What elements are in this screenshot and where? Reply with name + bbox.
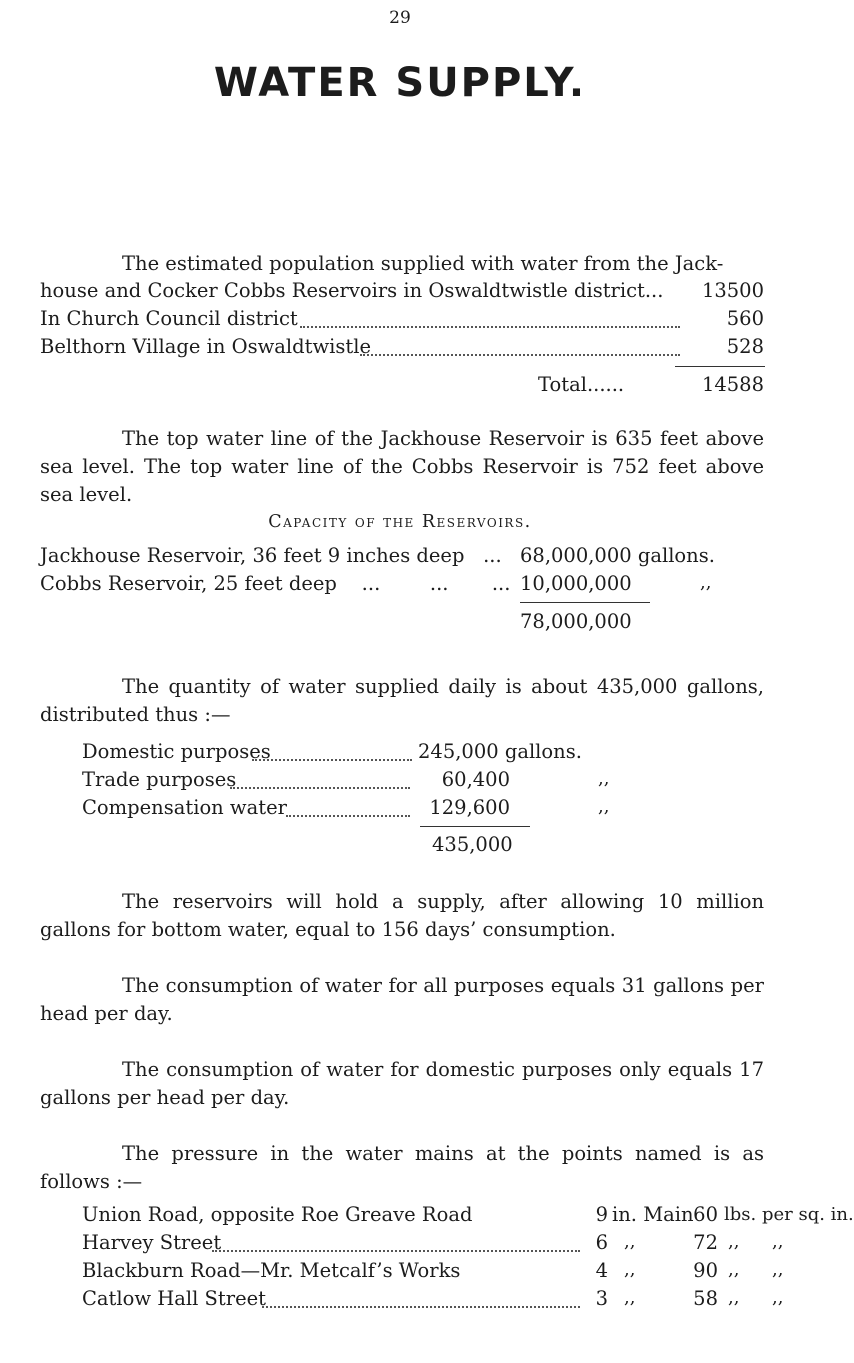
- population-row: [40, 333, 371, 361]
- capacity-heading: Capacity of the Reservoirs.: [268, 512, 532, 532]
- population-value: 560: [726, 307, 764, 330]
- consumption-all-paragraph: The consumption of water for all purposes equals 31 gallons per head per day.: [40, 974, 764, 1025]
- daily-label: Trade purposes: [82, 768, 237, 791]
- capacity-label: Jackhouse Reservoir, 36 feet 9 inches deep: [40, 544, 465, 567]
- daily-row: [82, 794, 287, 822]
- main-size: 6: [595, 1231, 608, 1254]
- main-size: 3: [595, 1287, 608, 1310]
- population-total-label: Total......: [538, 373, 625, 396]
- pressure-row: [82, 1285, 266, 1313]
- ditto-mark: ,,: [624, 1287, 636, 1308]
- ditto-mark: ,,: [598, 768, 610, 789]
- main-size: 4: [595, 1259, 608, 1282]
- page-title: WATER SUPPLY.: [213, 60, 587, 106]
- leader-dots: [252, 759, 412, 761]
- sum-rule: [520, 602, 650, 603]
- ditto-mark: ,,: [728, 1259, 740, 1280]
- pressure-value: 90: [693, 1259, 718, 1282]
- pressure-location: Union Road, opposite Roe Greave Road: [82, 1203, 473, 1226]
- ditto-mark: ,,: [700, 572, 712, 593]
- population-intro: The estimated population supplied with water from the Jack-: [122, 252, 724, 275]
- population-value: 528: [726, 335, 764, 358]
- pressure-intro: The pressure in the water mains at the points named is as follows :—: [40, 1142, 764, 1193]
- leader-dots: [360, 354, 680, 356]
- consumption-domestic-paragraph: The consumption of water for domestic purposes only equals 17 gallons per head per day.: [40, 1058, 764, 1109]
- daily-value: 129,600: [429, 796, 510, 819]
- pressure-location: Catlow Hall Street: [82, 1287, 266, 1310]
- population-label: In Church Council district: [40, 307, 298, 330]
- pressure-row: [82, 1229, 221, 1257]
- main-size: 9: [595, 1203, 608, 1226]
- page-number: 29: [389, 8, 411, 28]
- pressure-value: 60: [693, 1203, 718, 1226]
- daily-label: Compensation water: [82, 796, 287, 819]
- main-unit: in. Main: [612, 1203, 694, 1226]
- sum-rule: [675, 366, 765, 367]
- ditto-mark: ,,: [772, 1231, 784, 1252]
- leader-dots: [262, 1306, 580, 1308]
- capacity-value: 68,000,000 gallons.: [520, 544, 715, 567]
- reservoir-paragraph: The reservoirs will hold a supply, after allowing 10 million gallons for bottom water, equal to 156 days’ consumption.: [40, 890, 764, 941]
- capacity-total: 78,000,000: [520, 610, 632, 633]
- daily-value: 60,400: [441, 768, 510, 791]
- capacity-row: Cobbs Reservoir, 25 feet deep ... ... ...: [40, 572, 511, 595]
- ditto-mark: ,,: [772, 1287, 784, 1308]
- pressure-location: Blackburn Road—Mr. Metcalf’s Works: [82, 1259, 461, 1282]
- leader-dots: [212, 1250, 580, 1252]
- daily-supply-paragraph: The quantity of water supplied daily is about 435,000 gallons, distributed thus :—: [40, 675, 764, 726]
- daily-value: 245,000 gallons.: [418, 740, 582, 763]
- pressure-row: [82, 1201, 472, 1229]
- daily-label: Domestic purposes: [82, 740, 271, 763]
- pressure-value: 72: [693, 1231, 718, 1254]
- pressure-location: Harvey Street: [82, 1231, 222, 1254]
- water-line-paragraph: The top water line of the Jackhouse Reservoir is 635 feet above sea level. The top water line of the Cobbs Reservoir is 752 feet above sea level.: [40, 427, 764, 506]
- ditto-mark: ,,: [728, 1231, 740, 1252]
- population-label: Belthorn Village in Oswaldtwistle: [40, 335, 372, 358]
- ditto-mark: ,,: [624, 1259, 636, 1280]
- population-value: 13500: [701, 279, 764, 302]
- capacity-label: Cobbs Reservoir, 25 feet deep: [40, 572, 337, 595]
- leader-dots: [300, 326, 680, 328]
- pressure-row: [82, 1257, 460, 1285]
- ditto-mark: ,,: [624, 1231, 636, 1252]
- pressure-value: 58: [693, 1287, 718, 1310]
- population-label: house and Cocker Cobbs Reservoirs in Oswaldtwistle district: [40, 279, 645, 302]
- capacity-row: Jackhouse Reservoir, 36 feet 9 inches deep ...: [40, 544, 502, 567]
- ditto-mark: ,,: [772, 1259, 784, 1280]
- population-row: house and Cocker Cobbs Reservoirs in Oswaldtwistle district...: [40, 279, 664, 302]
- sum-rule: [420, 826, 530, 827]
- ditto-mark: ,,: [598, 796, 610, 817]
- ditto-mark: ,,: [728, 1287, 740, 1308]
- daily-row: [82, 738, 271, 766]
- daily-row: [82, 766, 236, 794]
- daily-total: 435,000: [432, 833, 513, 856]
- capacity-value: 10,000,000: [520, 572, 632, 595]
- pressure-unit: lbs. per sq. in.: [724, 1204, 854, 1225]
- population-total: 14588: [701, 373, 764, 396]
- population-row: [40, 305, 298, 333]
